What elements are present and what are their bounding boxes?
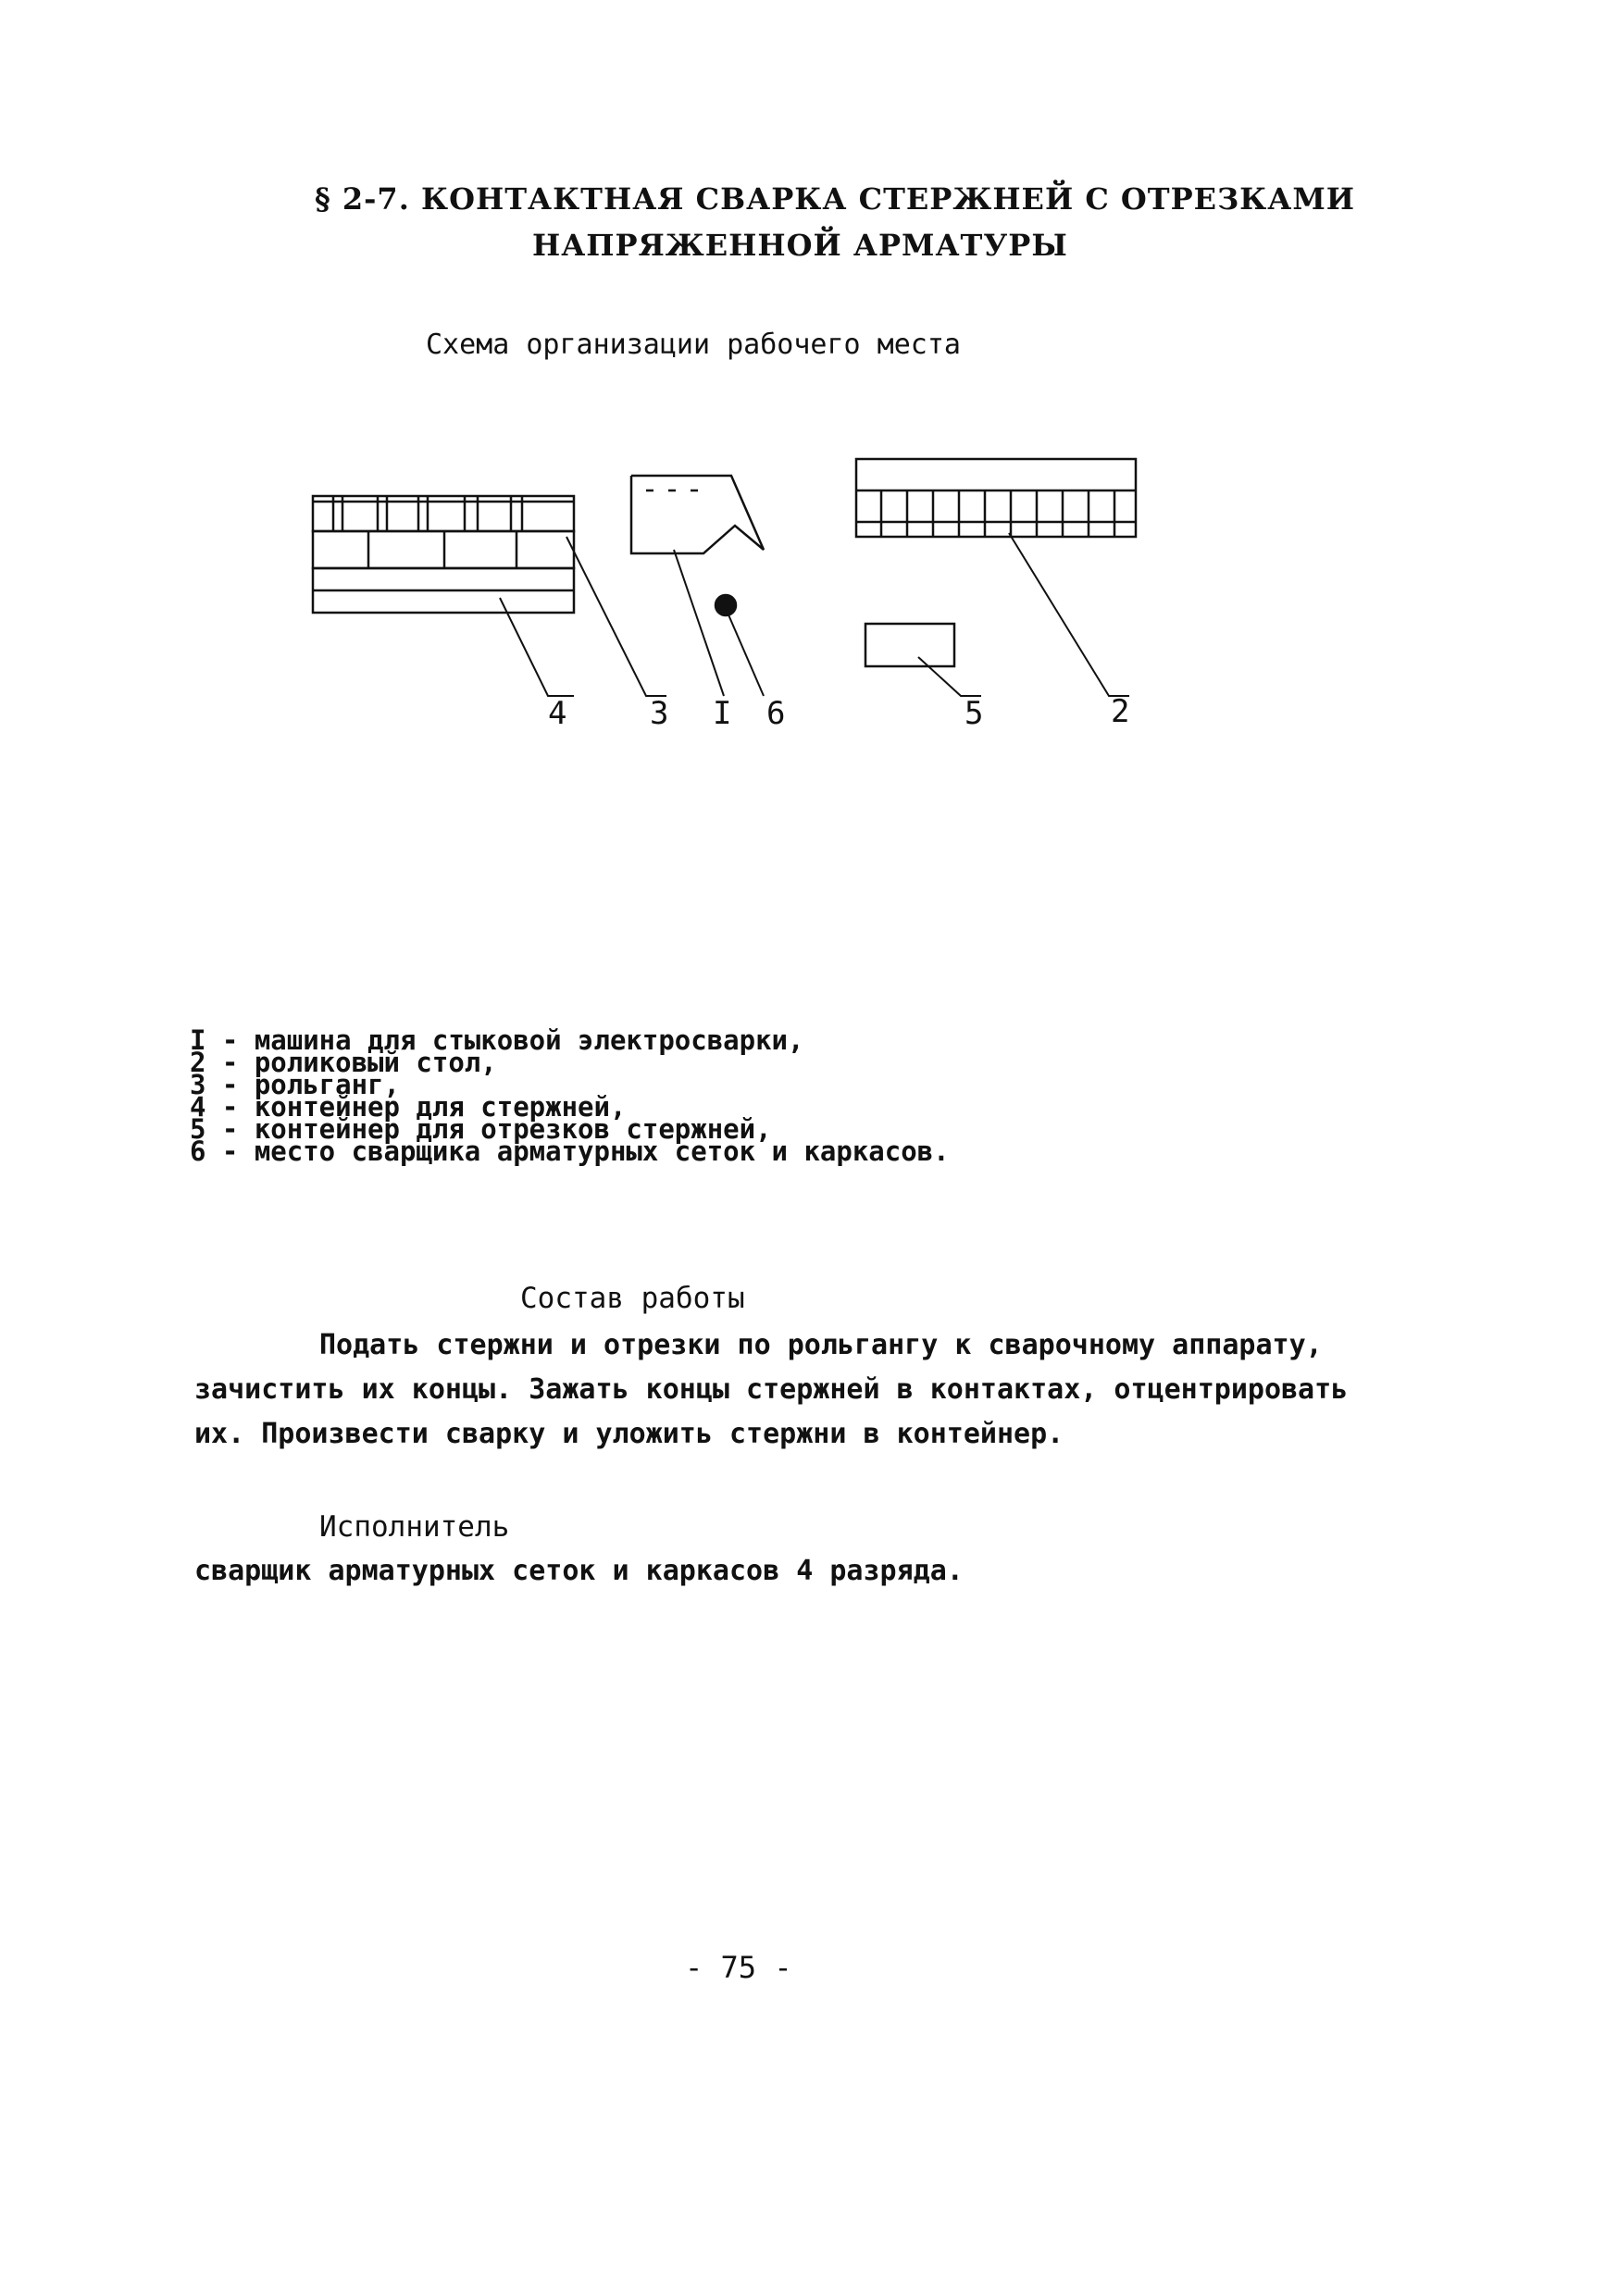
legend-item: I - машина для стыковой электросварки, bbox=[190, 1024, 804, 1056]
legend-item: 3 - рольганг, bbox=[190, 1069, 400, 1100]
butt-welding-machine bbox=[631, 476, 764, 553]
workplace-scheme-diagram bbox=[296, 453, 1166, 740]
label-1: I bbox=[713, 695, 732, 732]
legend-item: 6 - место сварщика арматурных сеток и каркасов. bbox=[190, 1136, 950, 1167]
executor-text: сварщик арматурных сеток и каркасов 4 разряда. bbox=[194, 1555, 964, 1587]
section-title-line-1: § 2-7. КОНТАКТНАЯ СВАРКА СТЕРЖНЕЙ С ОТРЕЗКАМИ bbox=[315, 181, 1355, 217]
roller-table bbox=[856, 459, 1136, 537]
label-5: 5 bbox=[965, 695, 984, 732]
page-number: - 75 - bbox=[685, 1950, 792, 1985]
legend-item: 5 - контейнер для отрезков стержней, bbox=[190, 1113, 772, 1145]
section-title-line-2: НАПРЯЖЕННОЙ АРМАТУРЫ bbox=[532, 228, 1068, 263]
label-6: 6 bbox=[766, 695, 786, 732]
executor-heading: Исполнитель bbox=[319, 1510, 510, 1544]
work-composition-paragraph: Подать стержни и отрезки по рольгангу к сварочному аппарату, зачистить их концы. Зажать концы стержней в контактах, отцентрировать их. Произвести сварку и уложить стержни в контейнер. bbox=[194, 1329, 1349, 1450]
legend-list bbox=[190, 1024, 950, 1167]
work-composition-heading: Состав работы bbox=[520, 1282, 745, 1315]
legend-item: 2 - роликовый стол, bbox=[190, 1047, 497, 1078]
rod-piece-container bbox=[865, 624, 954, 666]
rod-container bbox=[313, 531, 574, 613]
work-composition-text bbox=[194, 1323, 1351, 1457]
label-4: 4 bbox=[548, 695, 567, 732]
welder-place bbox=[716, 595, 736, 615]
label-3: 3 bbox=[650, 695, 669, 732]
roller-conveyor bbox=[313, 496, 574, 531]
scheme-caption: Схема организации рабочего места bbox=[426, 329, 961, 361]
legend-item: 4 - контейнер для стержней, bbox=[190, 1091, 627, 1123]
label-2: 2 bbox=[1111, 693, 1130, 730]
